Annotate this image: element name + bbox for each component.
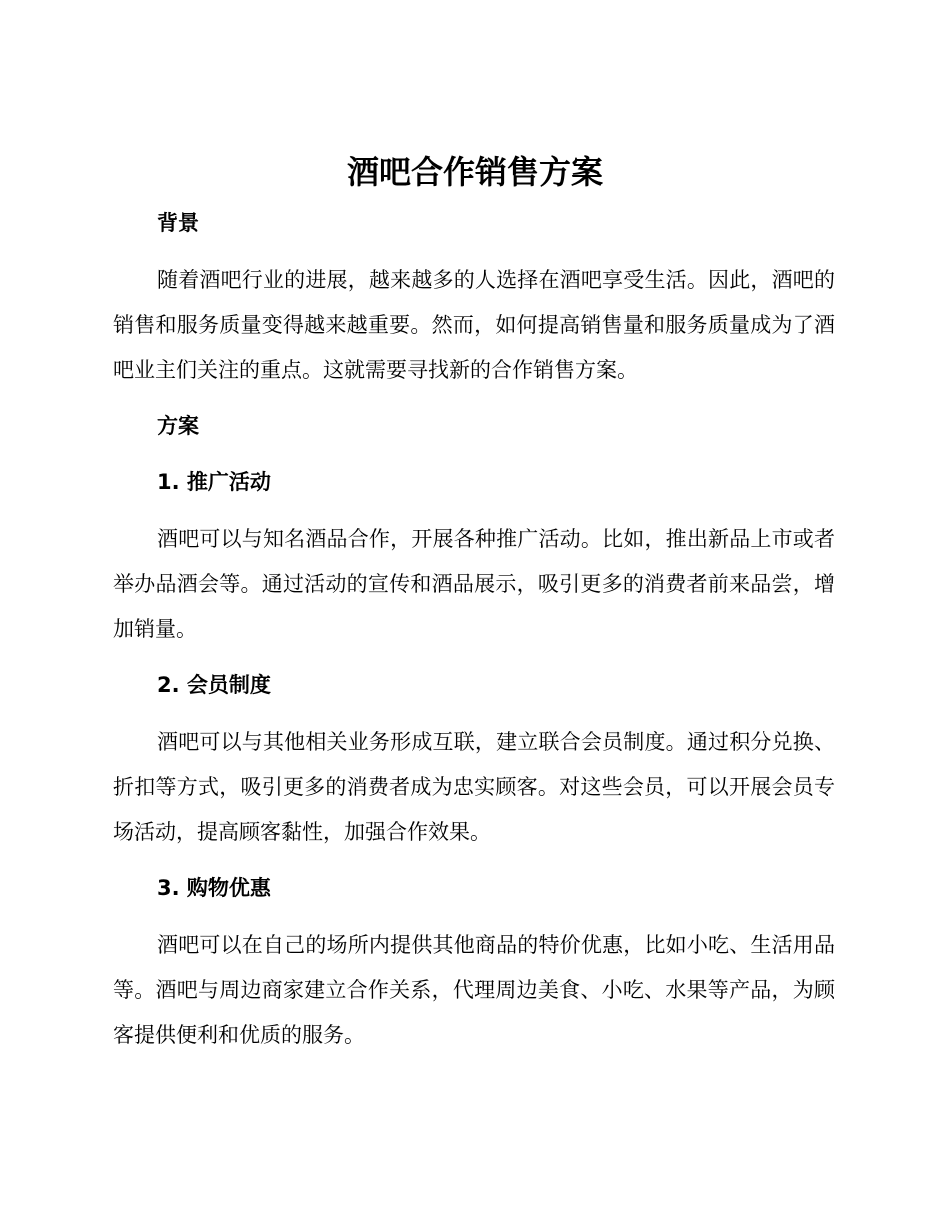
section-heading-plan: 方案 xyxy=(157,414,199,438)
section-paragraph-membership: 酒吧可以与其他相关业务形成互联，建立联合会员制度。通过积分兑换、折扣等方式，吸引更多的消费者成为忠实顾客。对这些会员，可以开展会员专场活动，提高顾客黏性，加强合作效果。 xyxy=(113,730,835,844)
section-heading-promotion: 1. 推广活动 xyxy=(157,470,271,494)
section-paragraph-promotion: 酒吧可以与知名酒品合作，开展各种推广活动。比如，推出新品上市或者举办品酒会等。通过活动的宣传和酒品展示，吸引更多的消费者前来品尝，增加销量。 xyxy=(113,527,835,641)
section-paragraph-shopping-discount: 酒吧可以在自己的场所内提供其他商品的特价优惠，比如小吃、生活用品等。酒吧与周边商家建立合作关系，代理周边美食、小吃、水果等产品，为顾客提供便利和优质的服务。 xyxy=(113,933,835,1047)
section-paragraph-background: 随着酒吧行业的进展，越来越多的人选择在酒吧享受生活。因此，酒吧的销售和服务质量变得越来越重要。然而，如何提高销售量和服务质量成为了酒吧业主们关注的重点。这就需要寻找新的合作销售方案。 xyxy=(113,268,835,382)
section-heading-background: 背景 xyxy=(157,211,199,235)
document-body xyxy=(113,202,835,1058)
section-heading-shopping-discount: 3. 购物优惠 xyxy=(157,876,271,900)
page-title: 酒吧合作销售方案 xyxy=(346,153,603,191)
section-heading-membership: 2. 会员制度 xyxy=(157,673,271,697)
